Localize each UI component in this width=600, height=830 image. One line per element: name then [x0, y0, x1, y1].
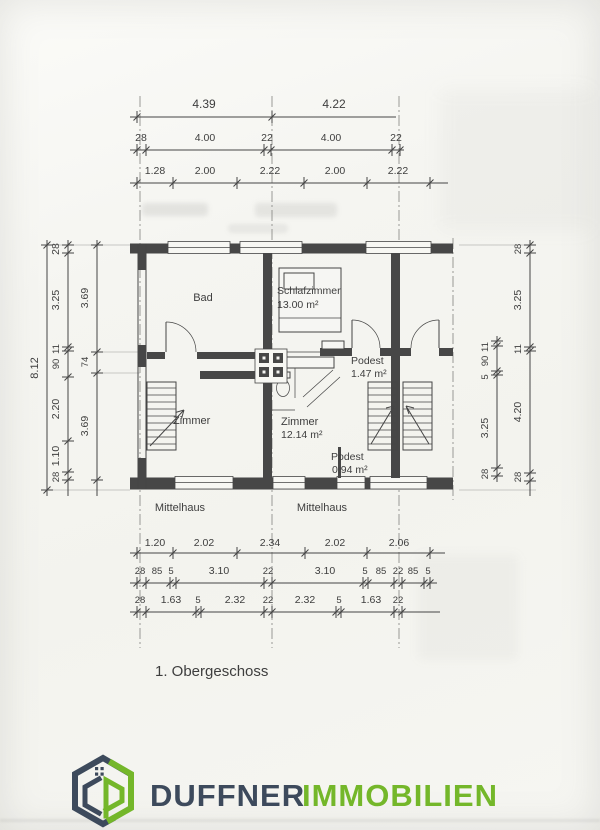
wall-pier — [365, 478, 370, 489]
dim-value: 1.63 — [360, 594, 382, 606]
dim-value: 2.22 — [259, 165, 281, 177]
logo-hex-navy-inner — [85, 779, 99, 813]
dim-value: 1.28 — [144, 165, 166, 177]
logo-name-secondary: IMMOBILIEN — [302, 778, 498, 813]
dim-value: 2.00 — [324, 165, 346, 177]
dim-value: 90 — [51, 358, 62, 370]
room-label-bad: Bad — [193, 292, 213, 304]
dim-value: 28 — [134, 566, 146, 577]
dim-value: 85 — [407, 566, 419, 577]
door-schlafzimmer — [352, 320, 380, 348]
dimension-block-bottom — [130, 537, 445, 618]
section-label-mittelhaus-right: Mittelhaus — [296, 502, 348, 514]
dim-value: 28 — [134, 595, 146, 606]
wall-pier — [130, 244, 168, 253]
dim-value: 22 — [390, 132, 402, 144]
wall-pier — [427, 478, 453, 489]
logo-window-pane — [101, 767, 104, 770]
chimney-flue-core — [277, 371, 280, 374]
dim-value: 22 — [392, 566, 404, 577]
dim-value: 2.06 — [388, 537, 410, 549]
dim-value: 28 — [513, 243, 524, 255]
dim-value: 22 — [262, 595, 274, 606]
door-arc — [352, 320, 380, 348]
dim-value: 5 — [168, 566, 174, 577]
dim-value: 85 — [375, 566, 387, 577]
logo-window-pane — [95, 773, 98, 776]
dim-value: 8.12 — [29, 357, 41, 379]
logo-window-pane — [95, 767, 98, 770]
dim-value: 4.22 — [322, 97, 346, 111]
room-label-zimmer-left: Zimmer — [173, 415, 211, 427]
dim-value: 2.32 — [294, 594, 316, 606]
dim-value: 85 — [151, 566, 163, 577]
dim-value: 28 — [135, 132, 147, 144]
dim-value: 3.69 — [79, 415, 91, 437]
dim-value: 3.10 — [208, 565, 230, 577]
dim-value: 28 — [51, 471, 62, 483]
room-label-schlafzimmer: Schlafzimmer — [277, 285, 341, 297]
dim-value: 1.10 — [50, 445, 62, 467]
dimension-block-right — [479, 240, 536, 496]
dim-value: 2.34 — [259, 537, 281, 549]
dim-value: 5 — [480, 374, 491, 380]
dim-value: 3.25 — [50, 289, 62, 311]
room-area-zimmer-mid: 12.14 m² — [281, 429, 323, 441]
chimney-flue-core — [263, 357, 266, 360]
interior-wall — [197, 352, 263, 359]
dim-value: 22 — [261, 132, 273, 144]
dim-value: 11 — [513, 344, 524, 354]
chimney-flue-core — [277, 357, 280, 360]
logo-window-pane — [101, 773, 104, 776]
dim-value: 1.20 — [144, 537, 166, 549]
dimension-block-left — [29, 240, 103, 496]
dim-value: 4.00 — [194, 132, 216, 144]
chimney-icon — [255, 349, 287, 383]
dim-value: 28 — [513, 471, 524, 483]
dim-value: 5 — [362, 566, 368, 577]
dim-value: 22 — [262, 566, 274, 577]
stairs-treads — [403, 388, 432, 444]
room-label-podest-upper: Podest — [351, 355, 384, 367]
dim-value: 2.00 — [194, 165, 216, 177]
wall-pier — [138, 345, 146, 367]
page-title: 1. Obergeschoss — [155, 663, 269, 680]
wall-pier — [229, 244, 240, 253]
interior-wall — [400, 348, 411, 356]
section-label-mittelhaus-left: Mittelhaus — [154, 502, 206, 514]
interior-wall — [147, 352, 165, 359]
dim-value: 2.32 — [224, 594, 246, 606]
dim-value: 28 — [480, 468, 491, 480]
wall-pier — [302, 244, 366, 253]
dim-value: 3.25 — [479, 417, 491, 439]
bench-icon — [322, 341, 344, 349]
floor-plan — [130, 242, 453, 490]
dim-value: 1.63 — [160, 594, 182, 606]
dim-value: 3.10 — [314, 565, 336, 577]
door-right-unit — [411, 320, 439, 348]
stairs-treads — [147, 388, 176, 444]
axis-lines — [140, 96, 453, 648]
dim-value: 4.20 — [512, 401, 524, 423]
wall-pier — [305, 478, 337, 489]
dim-value: 4.39 — [192, 97, 216, 111]
room-area-schlafzimmer: 13.00 m² — [277, 299, 319, 311]
dimension-block-top — [130, 97, 448, 189]
logo-window-icon — [95, 767, 104, 776]
room-label-zimmer-mid: Zimmer — [281, 416, 319, 428]
door-bad — [166, 322, 196, 352]
dim-value: 3.69 — [79, 287, 91, 309]
dim-value: 28 — [50, 243, 62, 255]
door-arc — [166, 322, 196, 352]
logo — [75, 758, 498, 824]
dim-value: 11 — [480, 342, 491, 352]
stairs-direction-arrow — [371, 406, 394, 444]
dim-value: 2.20 — [50, 398, 62, 420]
dim-value: 5 — [195, 595, 201, 606]
room-area-podest-lower: 0.94 m² — [332, 464, 368, 476]
wall-pier — [138, 253, 146, 270]
wall-pier — [130, 478, 175, 489]
door-arc — [411, 320, 439, 348]
chimney-flue-core — [263, 371, 266, 374]
logo-hex-green-inner — [106, 780, 122, 816]
stairs-right-icon — [403, 382, 432, 450]
dim-value: 4.00 — [320, 132, 342, 144]
dim-value: 11 — [51, 344, 62, 354]
logo-name-primary: DUFFNER — [150, 778, 306, 813]
roof-slope-lines — [303, 370, 340, 407]
wall-pier — [138, 458, 146, 478]
interior-wall — [439, 348, 453, 356]
dim-value: 5 — [425, 566, 431, 577]
wall-pier — [431, 244, 453, 253]
wall-pier — [233, 478, 273, 489]
dim-value: 5 — [336, 595, 342, 606]
room-area-podest-upper: 1.47 m² — [351, 368, 387, 380]
dim-line — [497, 240, 530, 496]
room-label-podest-lower: Podest — [331, 451, 364, 463]
dim-value: 74 — [80, 356, 91, 368]
dim-value: 2.22 — [387, 165, 409, 177]
dim-value: 3.25 — [512, 289, 524, 311]
dim-value: 90 — [480, 355, 491, 367]
dresser-icon — [282, 357, 334, 368]
dim-value: 2.02 — [193, 537, 215, 549]
dim-value: 2.02 — [324, 537, 346, 549]
dim-value: 22 — [392, 595, 404, 606]
logo-hexagon-house-icon — [75, 758, 131, 824]
stairs-direction-arrow — [406, 406, 429, 444]
